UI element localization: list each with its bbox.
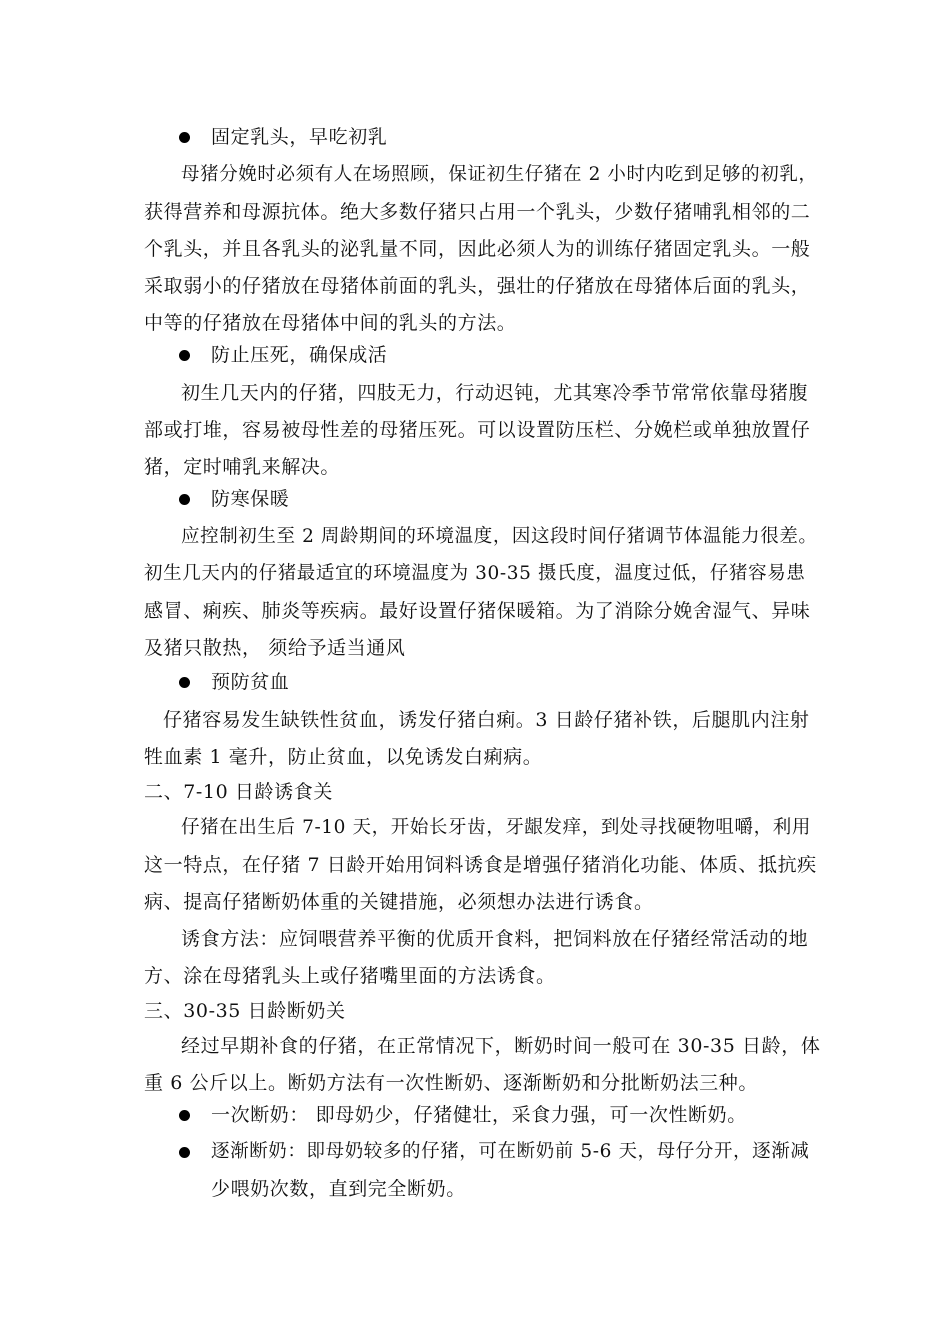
bullet-heading: 防止压死，确保成活: [211, 344, 388, 366]
paragraph-line: 获得营养和母源抗体。绝大多数仔猪只占用一个乳头，少数仔猪哺乳相邻的二: [144, 201, 811, 223]
paragraph-line: 部或打堆，容易被母性差的母猪压死。可以设置防压栏、分娩栏或单独放置仔: [144, 419, 811, 441]
paragraph-line: 中等的仔猪放在母猪体中间的乳头的方法。: [144, 312, 517, 334]
paragraph-line: 初生几天内的仔猪最适宜的环境温度为 30-35 摄氏度，温度过低，仔猪容易患: [144, 563, 806, 584]
bullet-icon: [179, 132, 190, 143]
paragraph-line: 及猪只散热， 须给予适当通风: [144, 637, 406, 659]
bullet-icon: [179, 1147, 190, 1158]
bullet-icon: [179, 677, 190, 688]
paragraph-line: 个乳头，并且各乳头的泌乳量不同，因此必须人为的训练仔猪固定乳头。一般: [144, 238, 811, 260]
paragraph-line: 牲血素 1 毫升，防止贫血，以免诱发白痢病。: [144, 746, 543, 768]
bullet-heading: 固定乳头，早吃初乳: [211, 126, 388, 148]
paragraph-line: 仔猪容易发生缺铁性贫血，诱发仔猪白痢。3 日龄仔猪补铁，后腿肌内注射: [163, 709, 810, 731]
paragraph-line: 母猪分娩时必须有人在场照顾，保证初生仔猪在 2 小时内吃到足够的初乳，: [181, 164, 818, 185]
paragraph-line: 采取弱小的仔猪放在母猪体前面的乳头，强壮的仔猪放在母猪体后面的乳头，: [144, 275, 811, 297]
section-heading: 三、30-35 日龄断奶关: [144, 1000, 346, 1022]
bullet-icon: [179, 1110, 190, 1121]
paragraph-line: 仔猪在出生后 7-10 天，开始长牙齿，牙龈发痒，到处寻找硬物咀嚼，利用: [181, 817, 811, 838]
bullet-line: 逐渐断奶：即母奶较多的仔猪，可在断奶前 5-6 天，母仔分开，逐渐减: [211, 1141, 810, 1162]
paragraph-line: 初生几天内的仔猪，四肢无力，行动迟钝，尤其寒冷季节常常依靠母猪腹: [181, 382, 809, 404]
paragraph-line: 经过早期补食的仔猪，在正常情况下，断奶时间一般可在 30-35 日龄，体: [181, 1035, 821, 1057]
paragraph-line: 这一特点，在仔猪 7 日龄开始用饲料诱食是增强仔猪消化功能、体质、抵抗疾: [144, 854, 817, 876]
bullet-icon: [179, 350, 190, 361]
paragraph-line: 重 6 公斤以上。断奶方法有一次性断奶、逐渐断奶和分批断奶法三种。: [144, 1072, 758, 1094]
paragraph-line: 感冒、痢疾、肺炎等疾病。最好设置仔猪保暖箱。为了消除分娩舍湿气、异味: [144, 600, 811, 622]
paragraph-line: 病、提高仔猪断奶体重的关键措施，必须想办法进行诱食。: [144, 891, 654, 913]
section-heading: 二、7-10 日龄诱食关: [144, 781, 333, 803]
bullet-icon: [179, 494, 190, 505]
bullet-line: 一次断奶： 即母奶少，仔猪健壮，采食力强，可一次性断奶。: [211, 1104, 747, 1126]
paragraph-line: 方、涂在母猪乳头上或仔猪嘴里面的方法诱食。: [144, 965, 556, 987]
bullet-line: 少喂奶次数，直到完全断奶。: [211, 1178, 466, 1200]
paragraph-line: 应控制初生至 2 周龄期间的环境温度，因这段时间仔猪调节体温能力很差。: [181, 526, 818, 547]
bullet-heading: 预防贫血: [211, 671, 290, 693]
bullet-heading: 防寒保暖: [211, 488, 290, 510]
paragraph-line: 猪，定时哺乳来解决。: [144, 456, 341, 478]
paragraph-line: 诱食方法：应饲喂营养平衡的优质开食料，把饲料放在仔猪经常活动的地: [181, 928, 809, 950]
